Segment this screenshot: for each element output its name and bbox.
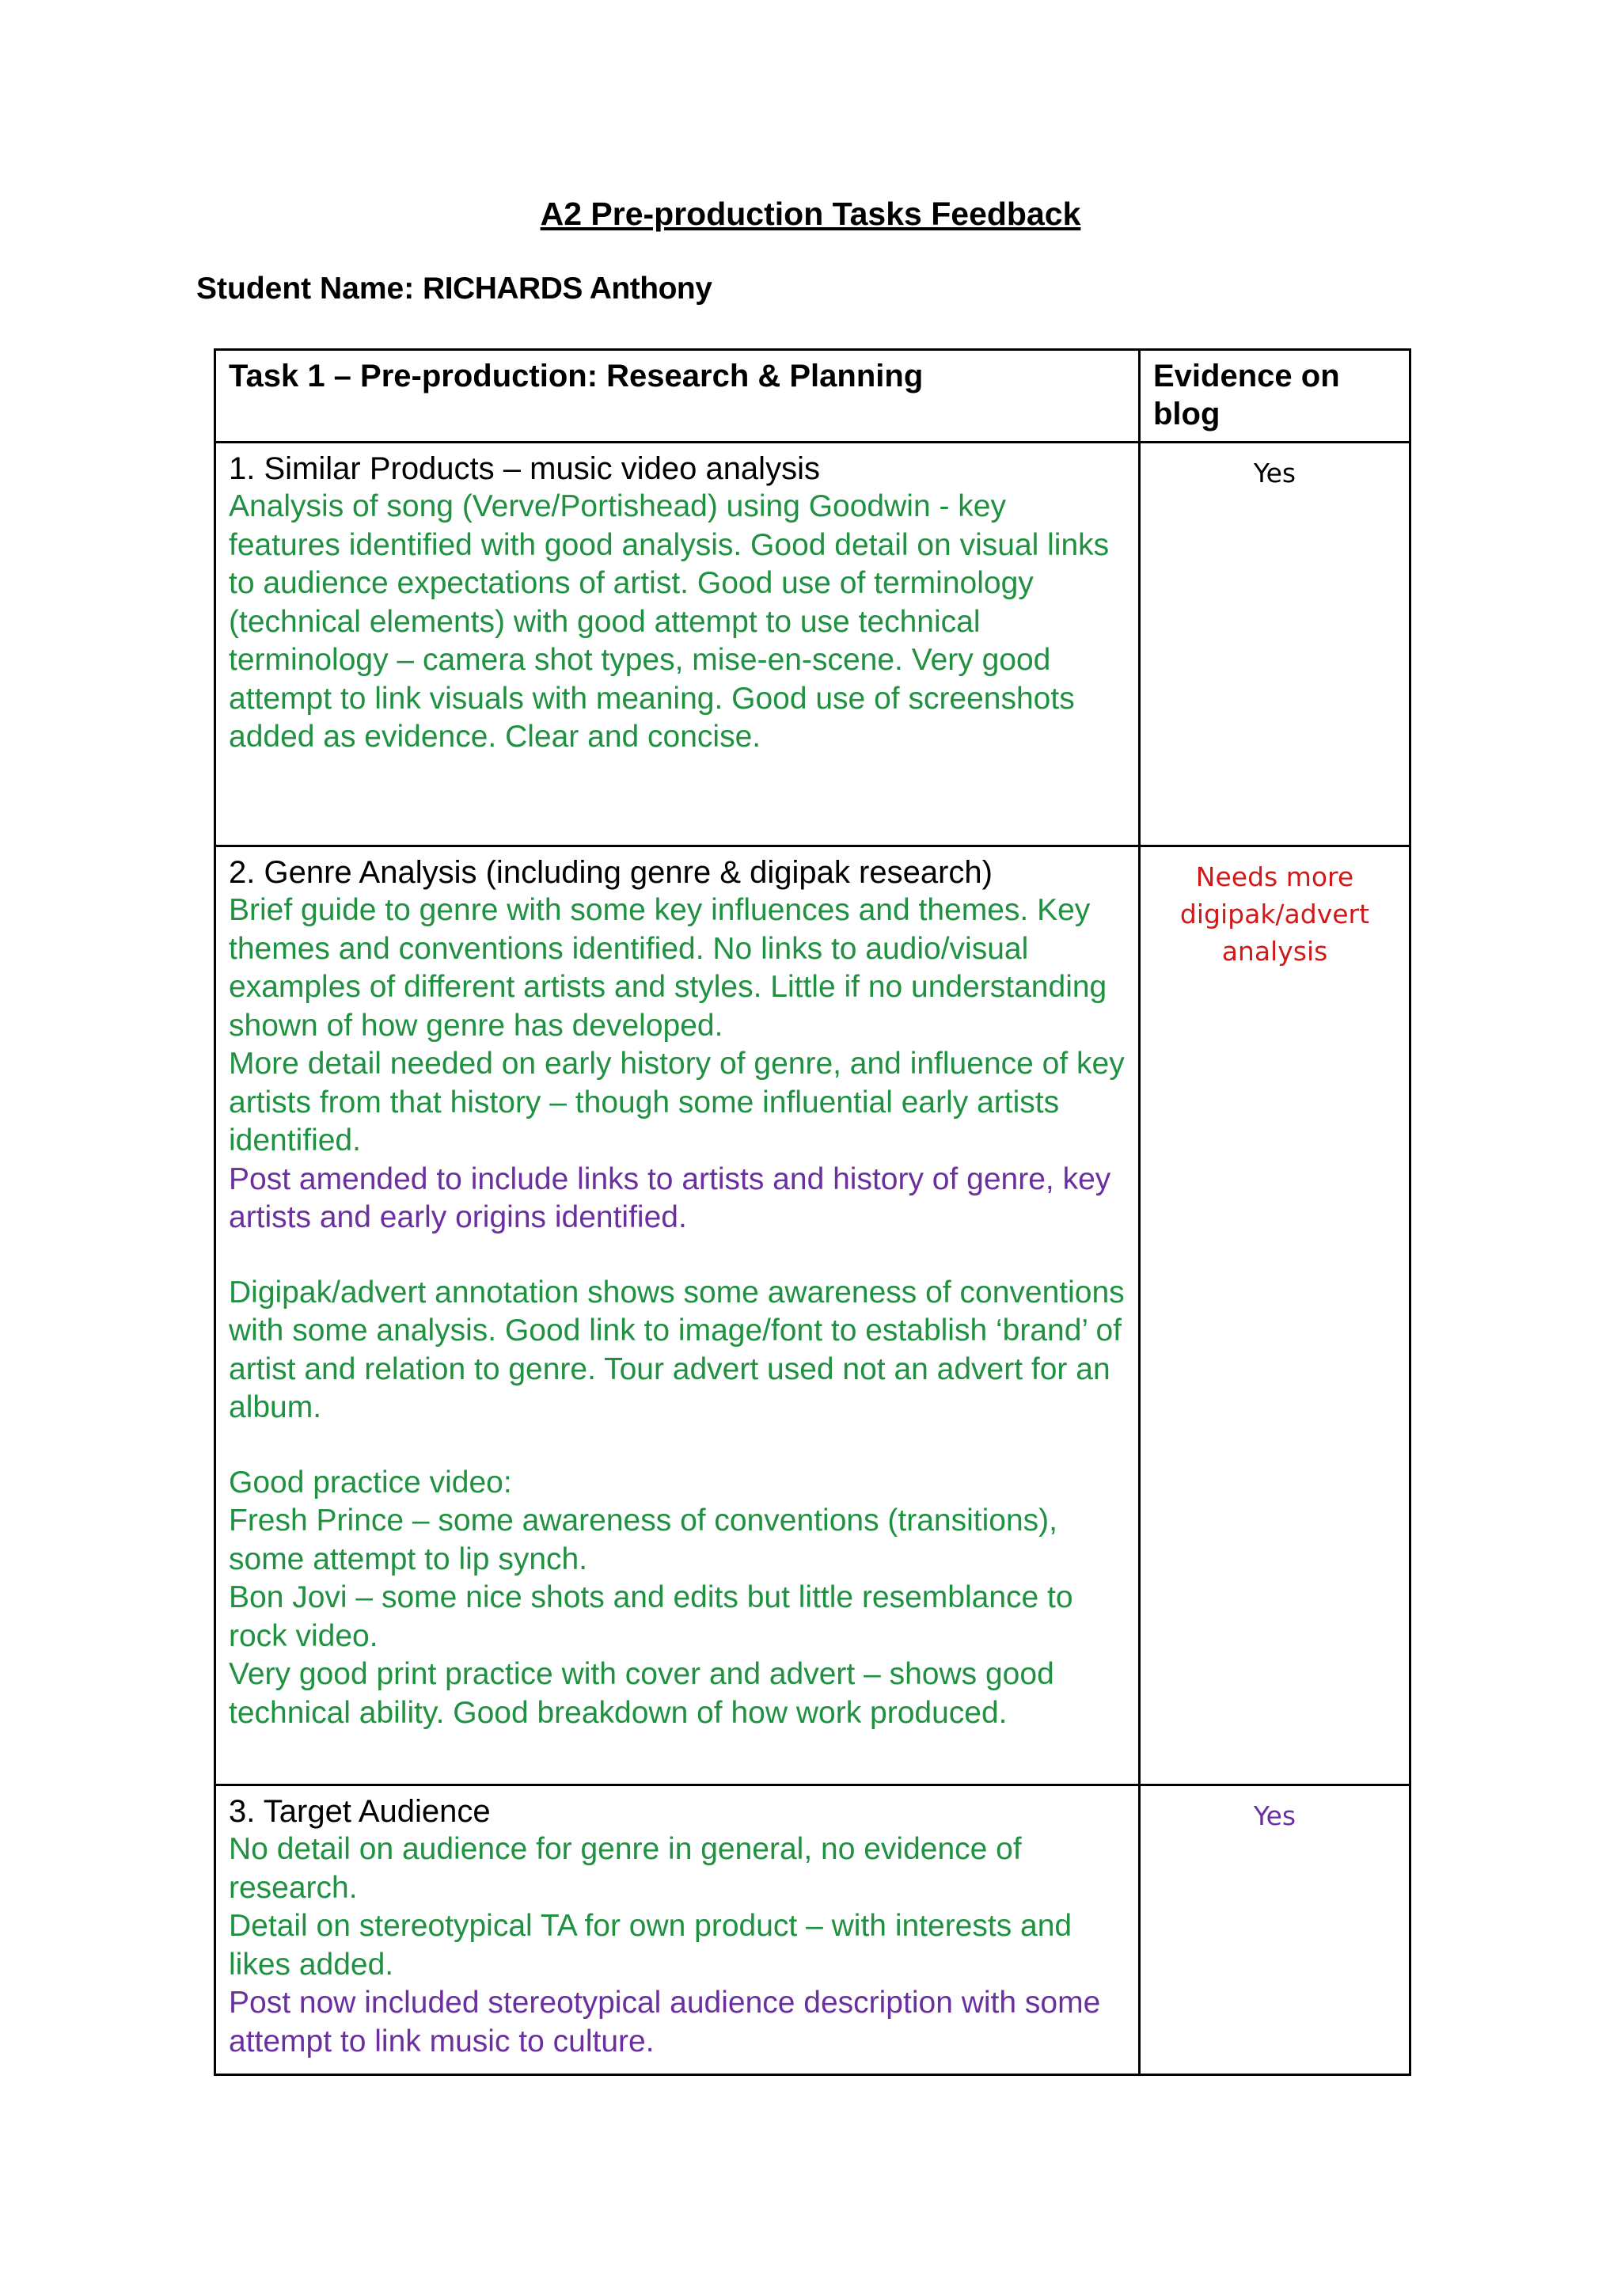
feedback-table <box>214 348 1411 2076</box>
amended-paragraph: Post amended to include links to artists and history of genre, key artists and early origins identified. <box>229 1161 1111 1234</box>
feedback-paragraph: Brief guide to genre with some key influences and themes. Key themes and conventions identified. No links to audio/visual examples of different artists and styles. Little if no understanding shown of how genre has developed. <box>229 893 1107 1043</box>
evidence-value: Needs more digipak/advert analysis <box>1179 861 1370 967</box>
item-title: 3. Target Audience <box>229 1794 491 1829</box>
table-row <box>215 443 1410 846</box>
feedback-paragraph: Detail on stereotypical TA for own product – with interests and likes added. <box>229 1909 1072 1982</box>
evidence-header: Evidence on blog <box>1140 350 1410 443</box>
feedback-paragraph: Analysis of song (Verve/Portishead) using Goodwin - key features identified with good analysis. Good detail on visual links to audience expectations of artist. Good use of terminology (technical elements) with good attempt to use technical terminology – camera shot types, mise-en-scene. Very good attempt to link visuals with meaning. Good use of screenshots added as evidence. Clear and concise. <box>229 489 1110 754</box>
student-name-value: RICHARDS Anthony <box>423 272 712 306</box>
feedback-paragraph: No detail on audience for genre in general, no evidence of research. <box>229 1832 1022 1905</box>
feedback-paragraph: Bon Jovi – some nice shots and edits but little resemblance to rock video. <box>229 1580 1073 1653</box>
item-title: 2. Genre Analysis (including genre & digipak research) <box>229 855 993 890</box>
student-name-line <box>196 269 712 309</box>
item-title: 1. Similar Products – music video analysis <box>229 451 820 486</box>
feedback-paragraph: Digipak/advert annotation shows some awareness of conventions with some analysis. Good link to image/font to establish ‘brand’ of artist and relation to genre. Tour advert used not an advert for an album. <box>229 1275 1125 1424</box>
feedback-paragraph: More detail needed on early history of genre, and influence of key artists from that history – though some influential early artists identified. <box>229 1047 1125 1158</box>
table-row <box>215 846 1410 1785</box>
evidence-value: Yes <box>1253 458 1296 488</box>
evidence-cell <box>1140 846 1410 1785</box>
evidence-cell <box>1140 1785 1410 2075</box>
feedback-cell <box>215 443 1140 846</box>
feedback-paragraph: Fresh Prince – some awareness of conventions (transitions), some attempt to lip synch. <box>229 1503 1057 1576</box>
document-title: A2 Pre-production Tasks Feedback <box>540 196 1081 232</box>
student-name-label: Student Name: <box>196 272 415 306</box>
evidence-value: Yes <box>1253 1800 1296 1831</box>
table-header-row <box>215 350 1410 443</box>
task-header: Task 1 – Pre-production: Research & Planning <box>215 350 1140 443</box>
amended-paragraph: Post now included stereotypical audience description with some attempt to link music to culture. <box>229 1986 1101 2058</box>
feedback-cell <box>215 1785 1140 2075</box>
feedback-paragraph: Very good print practice with cover and advert – shows good technical ability. Good breakdown of how work produced. <box>229 1657 1054 1730</box>
table-row <box>215 1785 1410 2075</box>
feedback-cell <box>215 846 1140 1785</box>
feedback-paragraph: Good practice video: <box>229 1465 512 1500</box>
evidence-cell <box>1140 443 1410 846</box>
